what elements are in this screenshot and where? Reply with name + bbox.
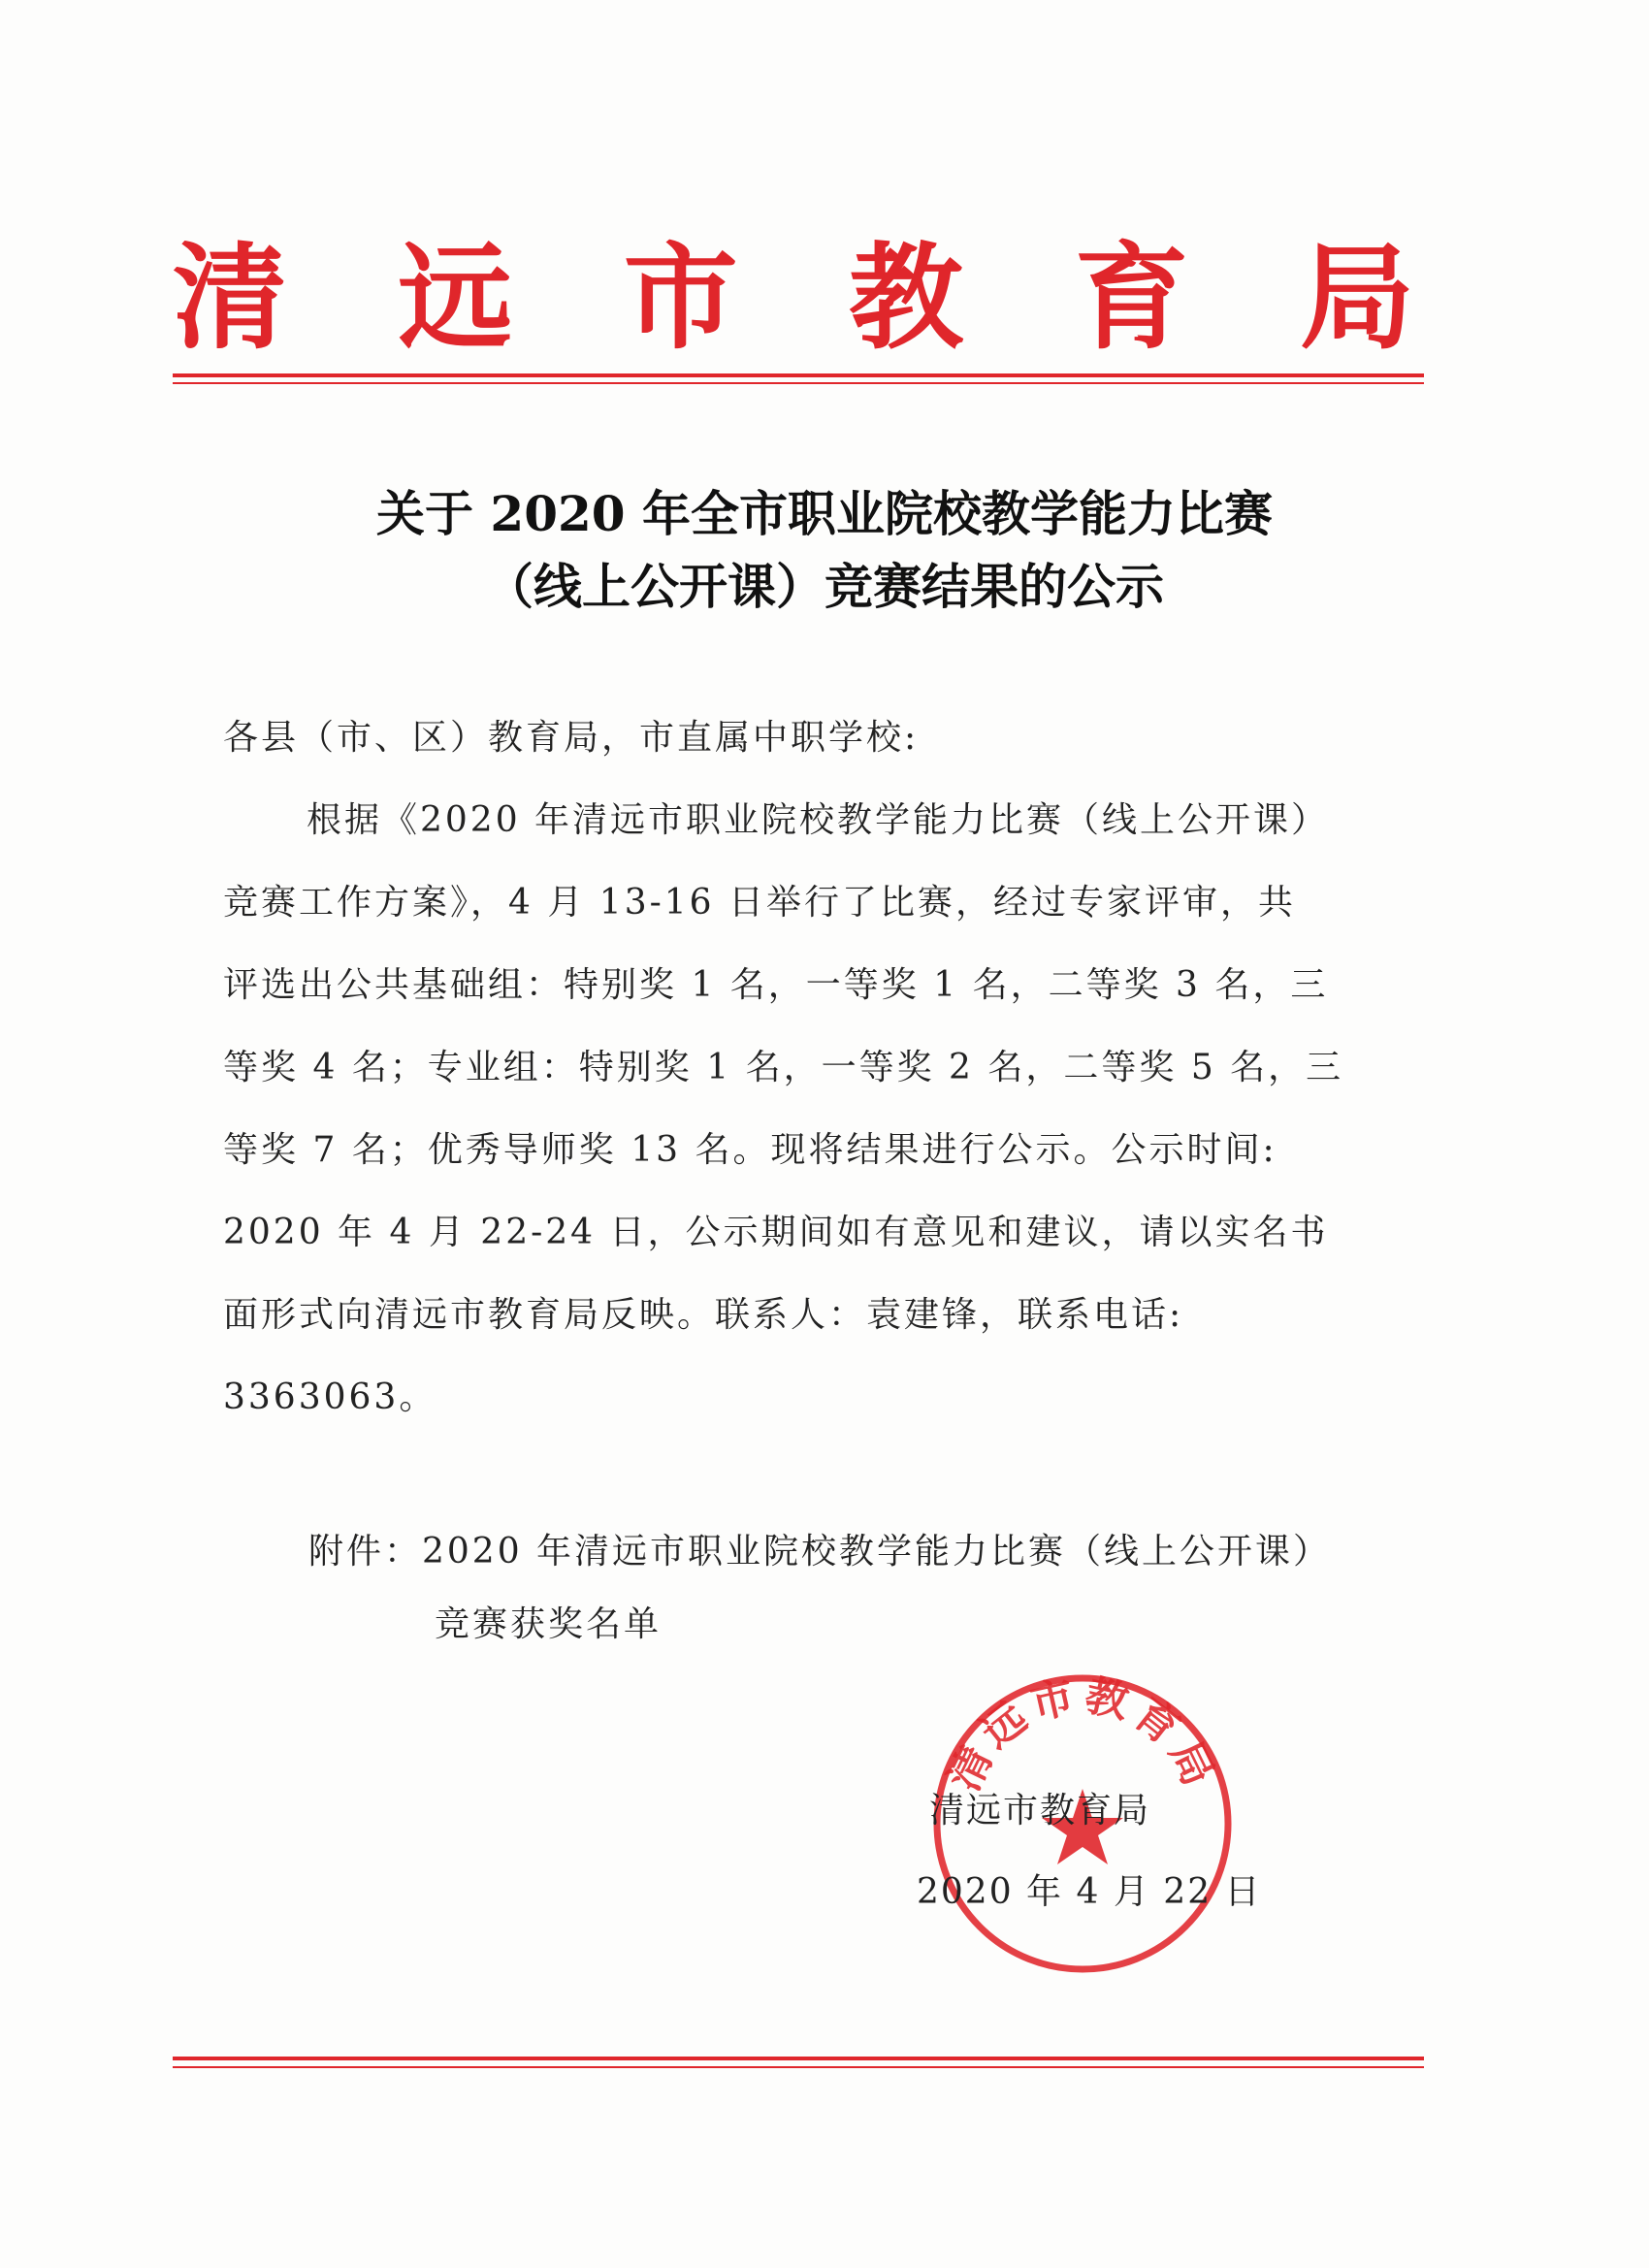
signature-date: 2020 年 4 月 22 日 [917,1872,1262,1912]
letterhead-char: 清 [173,231,288,365]
body-line: 等奖 7 名；优秀导师奖 13 名。现将结果进行公示。公示时间: [223,1130,1277,1170]
footer-rule [173,2057,1424,2060]
body-line: 3363063。 [223,1377,437,1417]
body-line: 面形式向清远市教育局反映。联系人：袁建锋，联系电话: [223,1295,1184,1335]
body-line: 等奖 4 名；专业组：特别奖 1 名，一等奖 2 名，二等奖 5 名，三 [223,1048,1344,1087]
document-title-line-1: 关于 2020 年全市职业院校教学能力比赛 [376,485,1273,542]
letterhead-char: 育 [1074,231,1189,365]
document-body [223,697,1368,1439]
letterhead-char: 远 [398,231,513,365]
footer-rule-thin [173,2066,1424,2068]
attachment-line-1: 附件：2020 年清远市职业院校教学能力比赛（线上公开课） [308,1532,1332,1571]
seal-text: 清远市教育局 [939,1670,1226,1799]
body-line: 根据《2020 年清远市职业院校教学能力比赛（线上公开课） [307,800,1330,840]
letterhead-char: 教 [849,231,964,365]
letterhead [173,225,1414,371]
body-line: 评选出公共基础组：特别奖 1 名，一等奖 1 名，二等奖 3 名，三 [223,965,1329,1005]
letterhead-rule [173,373,1424,377]
attachment-line-2: 竞赛获奖名单 [435,1604,663,1644]
letterhead-char: 市 [623,231,738,365]
body-line: 2020 年 4 月 22-24 日，公示期间如有意见和建议，请以实名书 [223,1213,1329,1252]
signature-org: 清远市教育局 [929,1791,1151,1831]
body-line: 竞赛工作方案》，4 月 13-16 日举行了比赛，经过专家评审，共 [223,883,1297,923]
letterhead-rule-thin [173,382,1424,384]
document-title-line-2: （线上公开课）竞赛结果的公示 [485,558,1164,615]
salutation: 各县（市、区）教育局，市直属中职学校: [223,718,920,758]
letterhead-char: 局 [1299,231,1414,365]
